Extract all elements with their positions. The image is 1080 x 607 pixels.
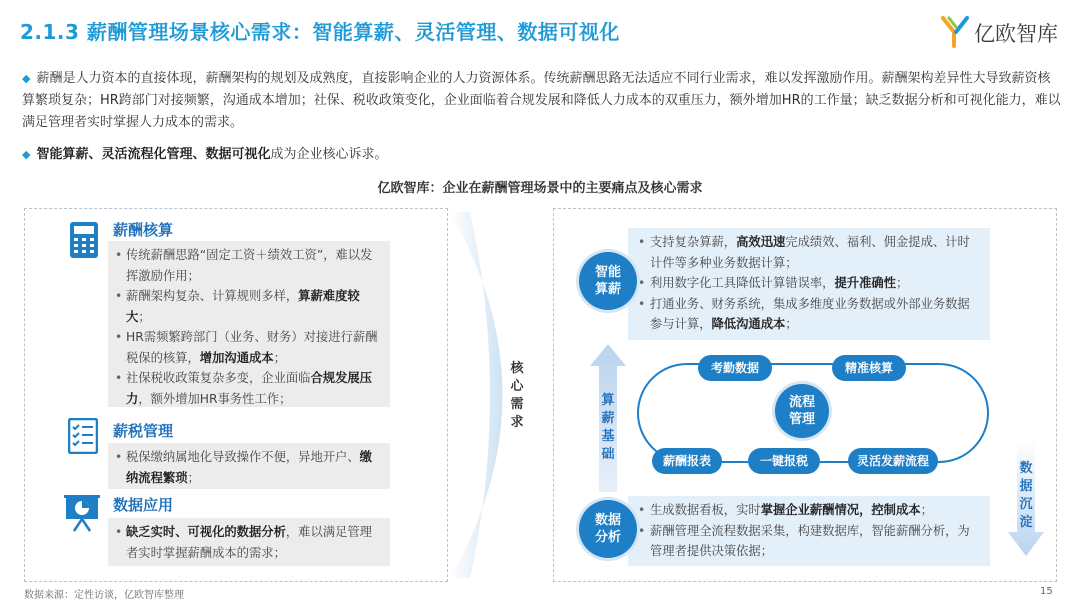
intro-text-2: 成为企业核心诉求。 <box>270 147 388 162</box>
flow-node-salary-report: 薪酬报表 <box>652 448 722 474</box>
chart-title: 亿欧智库：企业在薪酬管理场景中的主要痛点及核心需求 <box>377 181 703 196</box>
tax-mgmt-box <box>108 443 390 489</box>
list-item: • 支持复杂算薪，高效迅速完成绩效、福利、佣金提成、计时计件等多种业务数据计算； <box>650 232 982 273</box>
salary-calc-box <box>108 241 390 407</box>
list-item: • 缺乏实时、可视化的数据分析，难以满足管理者实时掌握薪酬成本的需求； <box>126 522 382 563</box>
smart-payroll-box <box>628 228 990 340</box>
logo <box>940 14 1065 52</box>
data-analysis-circle: 数据分析 <box>579 500 637 558</box>
flow-node-attendance: 考勤数据 <box>698 355 772 381</box>
intro-text-1: 薪酬是人力资本的直接体现，薪酬架构的规划及成熟度，直接影响企业的人力资源体系。传统薪酬思路无法适应不同行业需求，难以发挥激励作用。薪酬架构差异性大导致薪资核算繁琐复杂；HR跨部门对接频繁，沟通成本增加；社保、税收政策变化，企业面临着合规发展和降低人力成本的双重压力，额外增加HR的工作量；缺乏数据分析和可视化能力，难以满足管理者实时掌握人力成本的需求。 <box>22 71 1061 130</box>
flow-node-flexible-pay: 灵活发薪流程 <box>848 448 938 474</box>
salary-foundation-label: 算薪基础 <box>601 393 615 462</box>
page-title: 2.1.3 薪酬管理场景核心需求：智能算薪、灵活管理、数据可视化 <box>20 20 620 44</box>
list-item: • 薪酬架构复杂、计算规则多样，算薪难度较大； <box>126 286 382 327</box>
list-item: • 社保税收政策复杂多变，企业面临合规发展压力，额外增加HR事务性工作； <box>126 368 382 409</box>
logo-text: 亿欧智库 <box>974 22 1058 46</box>
data-deposit-label: 数据沉淀 <box>1019 461 1033 530</box>
intro-bullet-1 <box>22 68 1062 134</box>
page-number: 15 <box>1040 586 1053 597</box>
list-item: • HR需频繁跨部门（业务、财务）对接进行薪酬税保的核算，增加沟通成本； <box>126 327 382 368</box>
list-item: • 打通业务、财务系统，集成多维度业务数据或外部业务数据参与计算，降低沟通成本； <box>650 294 982 335</box>
flow-node-one-click-tax: 一键报税 <box>748 448 820 474</box>
data-analysis-box <box>628 496 990 566</box>
core-demand-label: 核心需求 <box>510 361 524 430</box>
process-mgmt-circle: 流程管理 <box>775 384 829 438</box>
list-item: • 税保缴纳属地化导致操作不便，异地开户、缴纳流程繁琐； <box>126 447 382 488</box>
list-item: • 薪酬管理全流程数据采集，构建数据库，智能薪酬分析，为管理者提供决策依据； <box>650 521 982 562</box>
section-title-salary-calc: 薪酬核算 <box>113 221 174 239</box>
checklist-icon <box>68 418 98 454</box>
section-title-data-app: 数据应用 <box>113 496 174 514</box>
list-item: • 生成数据看板，实时掌握企业薪酬情况，控制成本； <box>650 500 982 521</box>
yiou-logo-icon <box>940 14 972 50</box>
presentation-chart-icon <box>64 494 100 532</box>
list-item: • 利用数字化工具降低计算错误率，提升准确性； <box>650 273 982 294</box>
calculator-icon <box>70 222 98 258</box>
flow-node-accurate-calc: 精准核算 <box>832 355 906 381</box>
core-demand-arc <box>430 212 550 578</box>
diamond-bullet-icon: ◆ <box>22 72 31 85</box>
smart-payroll-circle: 智能算薪 <box>579 252 637 310</box>
section-title-tax-mgmt: 薪税管理 <box>113 422 174 440</box>
intro-bold-2: 智能算薪、灵活流程化管理、数据可视化 <box>36 147 271 162</box>
data-source: 数据来源：定性访谈，亿欧智库整理 <box>24 590 184 601</box>
intro-bullet-2 <box>22 144 1062 166</box>
data-app-box <box>108 518 390 566</box>
list-item: • 传统薪酬思路“固定工资＋绩效工资”，难以发挥激励作用； <box>126 245 382 286</box>
diamond-bullet-icon: ◆ <box>22 148 31 161</box>
